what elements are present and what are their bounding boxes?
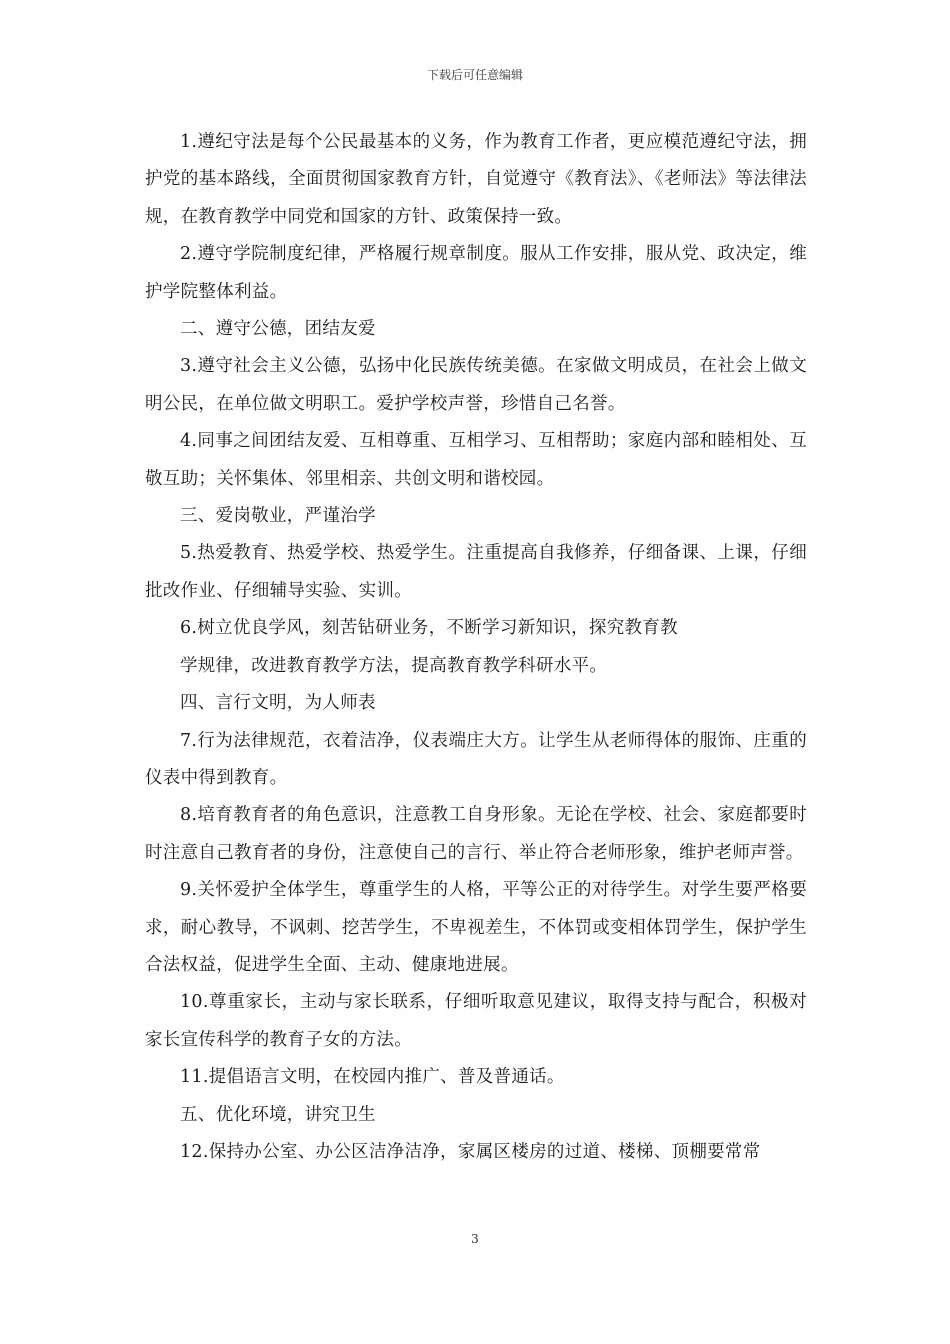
- paragraph-4: 4.同事之间团结友爱、互相尊重、互相学习、互相帮助；家庭内部和睦相处、互敬互助；关怀集体、邻里相亲、共创文明和谐校园。: [145, 431, 807, 489]
- paragraph-6-continued: 学规律，改进教育教学方法，提高教育教学科研水平。: [180, 655, 608, 676]
- paragraph-8: 8.培育教育者的角色意识，注意教工自身形象。无论在学校、社会、家庭都要时时注意自己教育者的身份，注意使自己的言行、举止符合老师形象，维护老师声誉。: [145, 805, 807, 863]
- section-heading-4: 四、言行文明，为人师表: [180, 693, 376, 714]
- paragraph-2: 2.遵守学院制度纪律，严格履行规章制度。服从工作安排，服从党、政决定，维护学院整体利益。: [145, 244, 807, 302]
- document-body: [145, 124, 807, 1171]
- page-number: 3: [471, 1232, 479, 1246]
- page-header: 下载后可任意编辑: [426, 68, 523, 82]
- paragraph-12: 12.保持办公室、办公区洁净洁净，家属区楼房的过道、楼梯、顶棚要常常: [180, 1141, 761, 1162]
- paragraph-3: 3.遵守社会主义公德，弘扬中化民族传统美德。在家做文明成员，在社会上做文明公民，在单位做文明职工。爱护学校声誉，珍惜自己名誉。: [145, 356, 807, 414]
- section-heading-3: 三、爱岗敬业，严谨治学: [180, 506, 376, 527]
- section-heading-5: 五、优化环境，讲究卫生: [180, 1104, 376, 1125]
- paragraph-11: 11.提倡语言文明，在校园内推广、普及普通话。: [180, 1067, 565, 1088]
- paragraph-7: 7.行为法律规范，衣着洁净，仪表端庄大方。让学生从老师得体的服饰、庄重的仪表中得到教育。: [145, 730, 807, 788]
- paragraph-9: 9.关怀爱护全体学生，尊重学生的人格，平等公正的对待学生。对学生要严格要求，耐心教导，不讽刺、挖苦学生，不卑视差生，不体罚或变相体罚学生，保护学生合法权益，促进学生全面、主动、健康地进展。: [145, 880, 807, 975]
- section-heading-2: 二、遵守公德，团结友爱: [180, 319, 376, 340]
- paragraph-1: 1.遵纪守法是每个公民最基本的义务，作为教育工作者，更应模范遵纪守法，拥护党的基本路线，全面贯彻国家教育方针，自觉遵守《教育法》、《老师法》等法律法规，在教育教学中同党和国家的方针、政策保持一致。: [145, 132, 807, 227]
- paragraph-5: 5.热爱教育、热爱学校、热爱学生。注重提高自我修养，仔细备课、上课，仔细批改作业、仔细辅导实验、实训。: [145, 543, 807, 601]
- paragraph-10: 10.尊重家长，主动与家长联系，仔细听取意见建议，取得支持与配合，积极对家长宣传科学的教育子女的方法。: [145, 992, 807, 1050]
- paragraph-6: 6.树立优良学风，刻苦钻研业务，不断学习新知识，探究教育教: [180, 618, 678, 639]
